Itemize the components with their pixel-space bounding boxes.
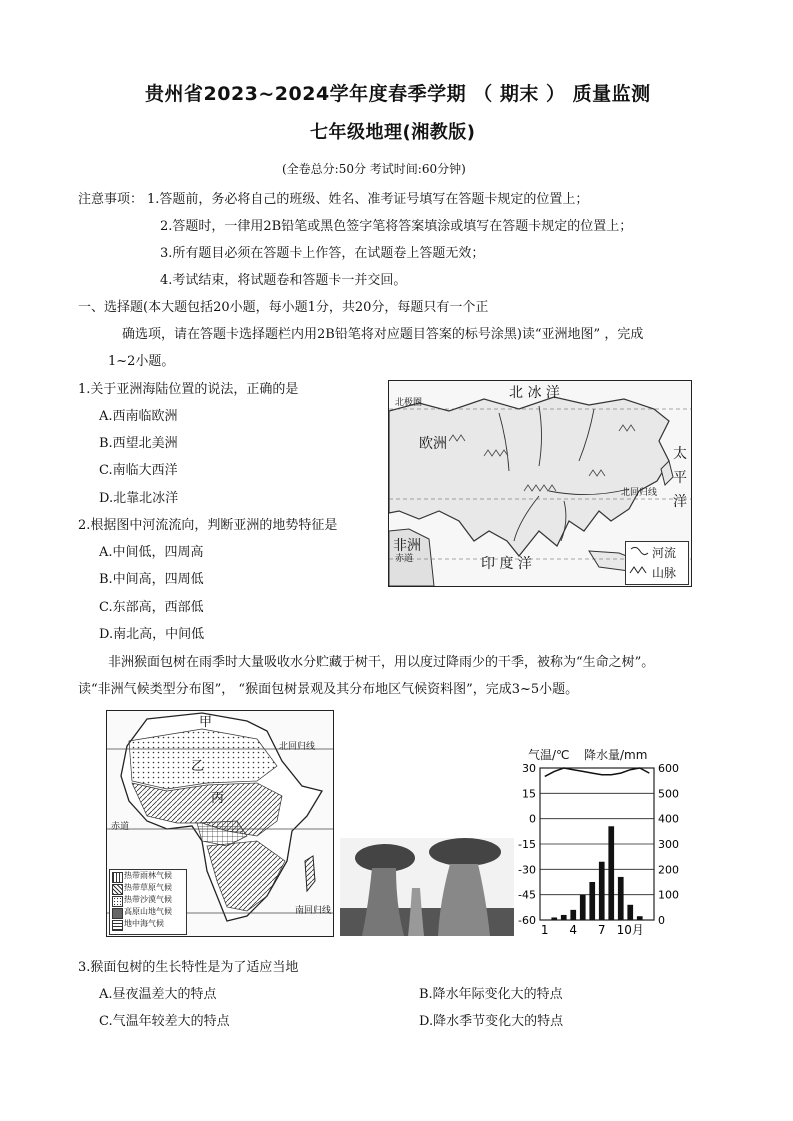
y-right-tick-label: 500 (658, 787, 679, 801)
precip-bar (561, 915, 567, 920)
label-pacific-1: 太 (673, 446, 687, 462)
precip-bar (618, 877, 624, 920)
label-arctic-ocean: 北 冰 洋 (509, 385, 560, 401)
precip-bar (570, 910, 576, 920)
note-item: 1.答题前，务必将自己的班级、姓名、准考证号填写在答题卡规定的位置上； (147, 192, 589, 207)
africa-map-legend (109, 869, 187, 935)
y-left-tick-label: 15 (522, 787, 536, 801)
q3-option-a: A.昼夜温差大的特点 (99, 987, 217, 1002)
q1-option-a: A.西南临欧洲 (99, 409, 178, 424)
legend-savanna: 热带草原气候 (124, 883, 172, 892)
q2-option-c: C.东部高，西部低 (99, 600, 204, 615)
swatch-rainforest (112, 872, 123, 883)
section1-heading: 一、选择题(本大题包括20小题，每小题1分，共20分，每题只有一个正 (78, 300, 489, 315)
y-right-tick-label: 200 (658, 863, 679, 877)
swatch-desert (112, 896, 123, 907)
precip-bar (599, 862, 605, 920)
asia-map-legend (625, 541, 689, 585)
baobab-illustration (340, 838, 514, 936)
swatch-highland (112, 908, 123, 919)
label-arctic-circle: 北极圈 (395, 398, 423, 408)
q3-stem: 3.猴面包树的生长特性是为了适应当地 (78, 960, 299, 975)
q3-option-c: C.气温年较差大的特点 (99, 1014, 230, 1029)
label-pacific-3: 洋 (673, 494, 687, 510)
label-europe: 欧洲 (419, 436, 447, 452)
y-right-tick-label: 100 (658, 888, 679, 902)
page-title: 贵州省2023~2024学年度春季学期 （ 期末 ） 质量监测 (145, 83, 651, 105)
y-left-tick-label: 0 (529, 812, 536, 826)
y-left-tick-label: -45 (518, 888, 536, 902)
section1-instruction-end: 1~2小题。 (108, 354, 175, 369)
y-left-tick-label: -60 (518, 914, 536, 927)
legend-mediterranean: 地中海气候 (124, 919, 164, 928)
precip-bar (627, 905, 633, 920)
label-indian-ocean: 印 度 洋 (481, 556, 532, 572)
q3-option-d: D.降水季节变化大的特点 (419, 1014, 564, 1029)
precip-bar (589, 882, 595, 920)
legend-river: 河流 (652, 546, 677, 560)
x-tick-label: 1 (540, 923, 549, 937)
label-pacific-2: 平 (673, 470, 687, 486)
note-item: 2.答题时，一律用2B铅笔或黑色签字笔将答案填涂或填写在答题卡规定的位置上； (160, 219, 633, 234)
y-right-tick-label: 300 (658, 838, 679, 851)
chart-temp-title: 气温/℃ (528, 748, 570, 762)
swatch-savanna (112, 884, 123, 895)
madagascar (305, 856, 315, 891)
y-left-tick-label: -15 (518, 838, 536, 851)
y-right-tick-label: 600 (658, 762, 679, 775)
precip-bar (608, 826, 614, 920)
precip-bar (637, 916, 643, 920)
river-icon (631, 547, 648, 554)
exam-meta: (全卷总分:50分 考试时间:60分钟) (282, 162, 466, 176)
label-africa: 非洲 (393, 538, 421, 554)
swatch-mediterranean (112, 920, 123, 931)
africa-climate-map (106, 710, 334, 937)
q3-option-b: B.降水年际变化大的特点 (419, 987, 563, 1002)
precip-bar (551, 917, 557, 920)
legend-rainforest: 热带雨林气候 (124, 871, 172, 880)
q1-stem: 1.关于亚洲海陆位置的说法，正确的是 (78, 382, 299, 397)
q1-option-b: B.西望北美洲 (99, 436, 178, 451)
x-tick-label: 10月 (616, 923, 644, 937)
y-right-tick-label: 0 (658, 914, 665, 927)
q1-option-c: C.南临大西洋 (99, 463, 178, 478)
label-tropic-north: 北回归线 (279, 742, 316, 752)
q2-option-a: A.中间低，四周高 (99, 545, 204, 560)
passage-line-2: 读“非洲气候类型分布图”， “猴面包树景观及其分布地区气候资料图”，完成3~5小题。 (78, 682, 579, 697)
climate-chart (508, 760, 688, 942)
label-yi: 乙 (191, 759, 205, 774)
q1-option-d: D.北靠北冰洋 (99, 491, 179, 506)
legend-desert: 热带沙漠气候 (124, 895, 172, 904)
chart-precip-title: 降水量/mm (584, 748, 648, 762)
label-bing: 丙 (211, 791, 225, 806)
q2-option-b: B.中间高，四周低 (99, 572, 204, 587)
page-subtitle: 七年级地理(湘教版) (310, 122, 476, 143)
mountain-icon (630, 567, 646, 573)
q2-option-d: D.南北高，中间低 (99, 627, 205, 642)
legend-highland: 高原山地气候 (124, 907, 172, 916)
legend-symbols (628, 543, 650, 583)
legend-mountain: 山脉 (652, 566, 677, 580)
asia-map (388, 380, 692, 587)
y-right-tick-label: 400 (658, 812, 679, 826)
q2-stem: 2.根据图中河流流向，判断亚洲的地势特征是 (78, 518, 338, 533)
passage-line-1: 非洲猴面包树在雨季时大量吸收水分贮藏于树干，用以度过降雨少的干季，被称为“生命之树”。 (108, 655, 655, 670)
section1-instruction: 确选项，请在答题卡选择题栏内用2B铅笔将对应题目答案的标号涂黑)读“亚洲地图” ，完成 (122, 327, 644, 342)
label-equator: 赤道 (111, 822, 130, 832)
label-tropic: 北回归线 (621, 488, 658, 498)
baobab-photo (340, 838, 514, 936)
temperature-line (545, 768, 650, 776)
y-left-tick-label: 30 (522, 762, 536, 775)
y-left-tick-label: -30 (518, 863, 536, 877)
label-equator: 赤道 (395, 554, 414, 564)
x-tick-label: 4 (569, 923, 578, 937)
note-item: 4.考试结束，将试题卷和答题卡一并交回。 (160, 273, 407, 288)
label-tropic-south: 南回归线 (295, 906, 332, 916)
notes-label: 注意事项： (78, 192, 144, 207)
note-item: 3.所有题目必须在答题卡上作答，在试题卷上答题无效； (160, 246, 485, 261)
label-jia: 甲 (199, 715, 213, 730)
precip-bar (580, 895, 586, 920)
x-tick-label: 7 (597, 923, 606, 937)
